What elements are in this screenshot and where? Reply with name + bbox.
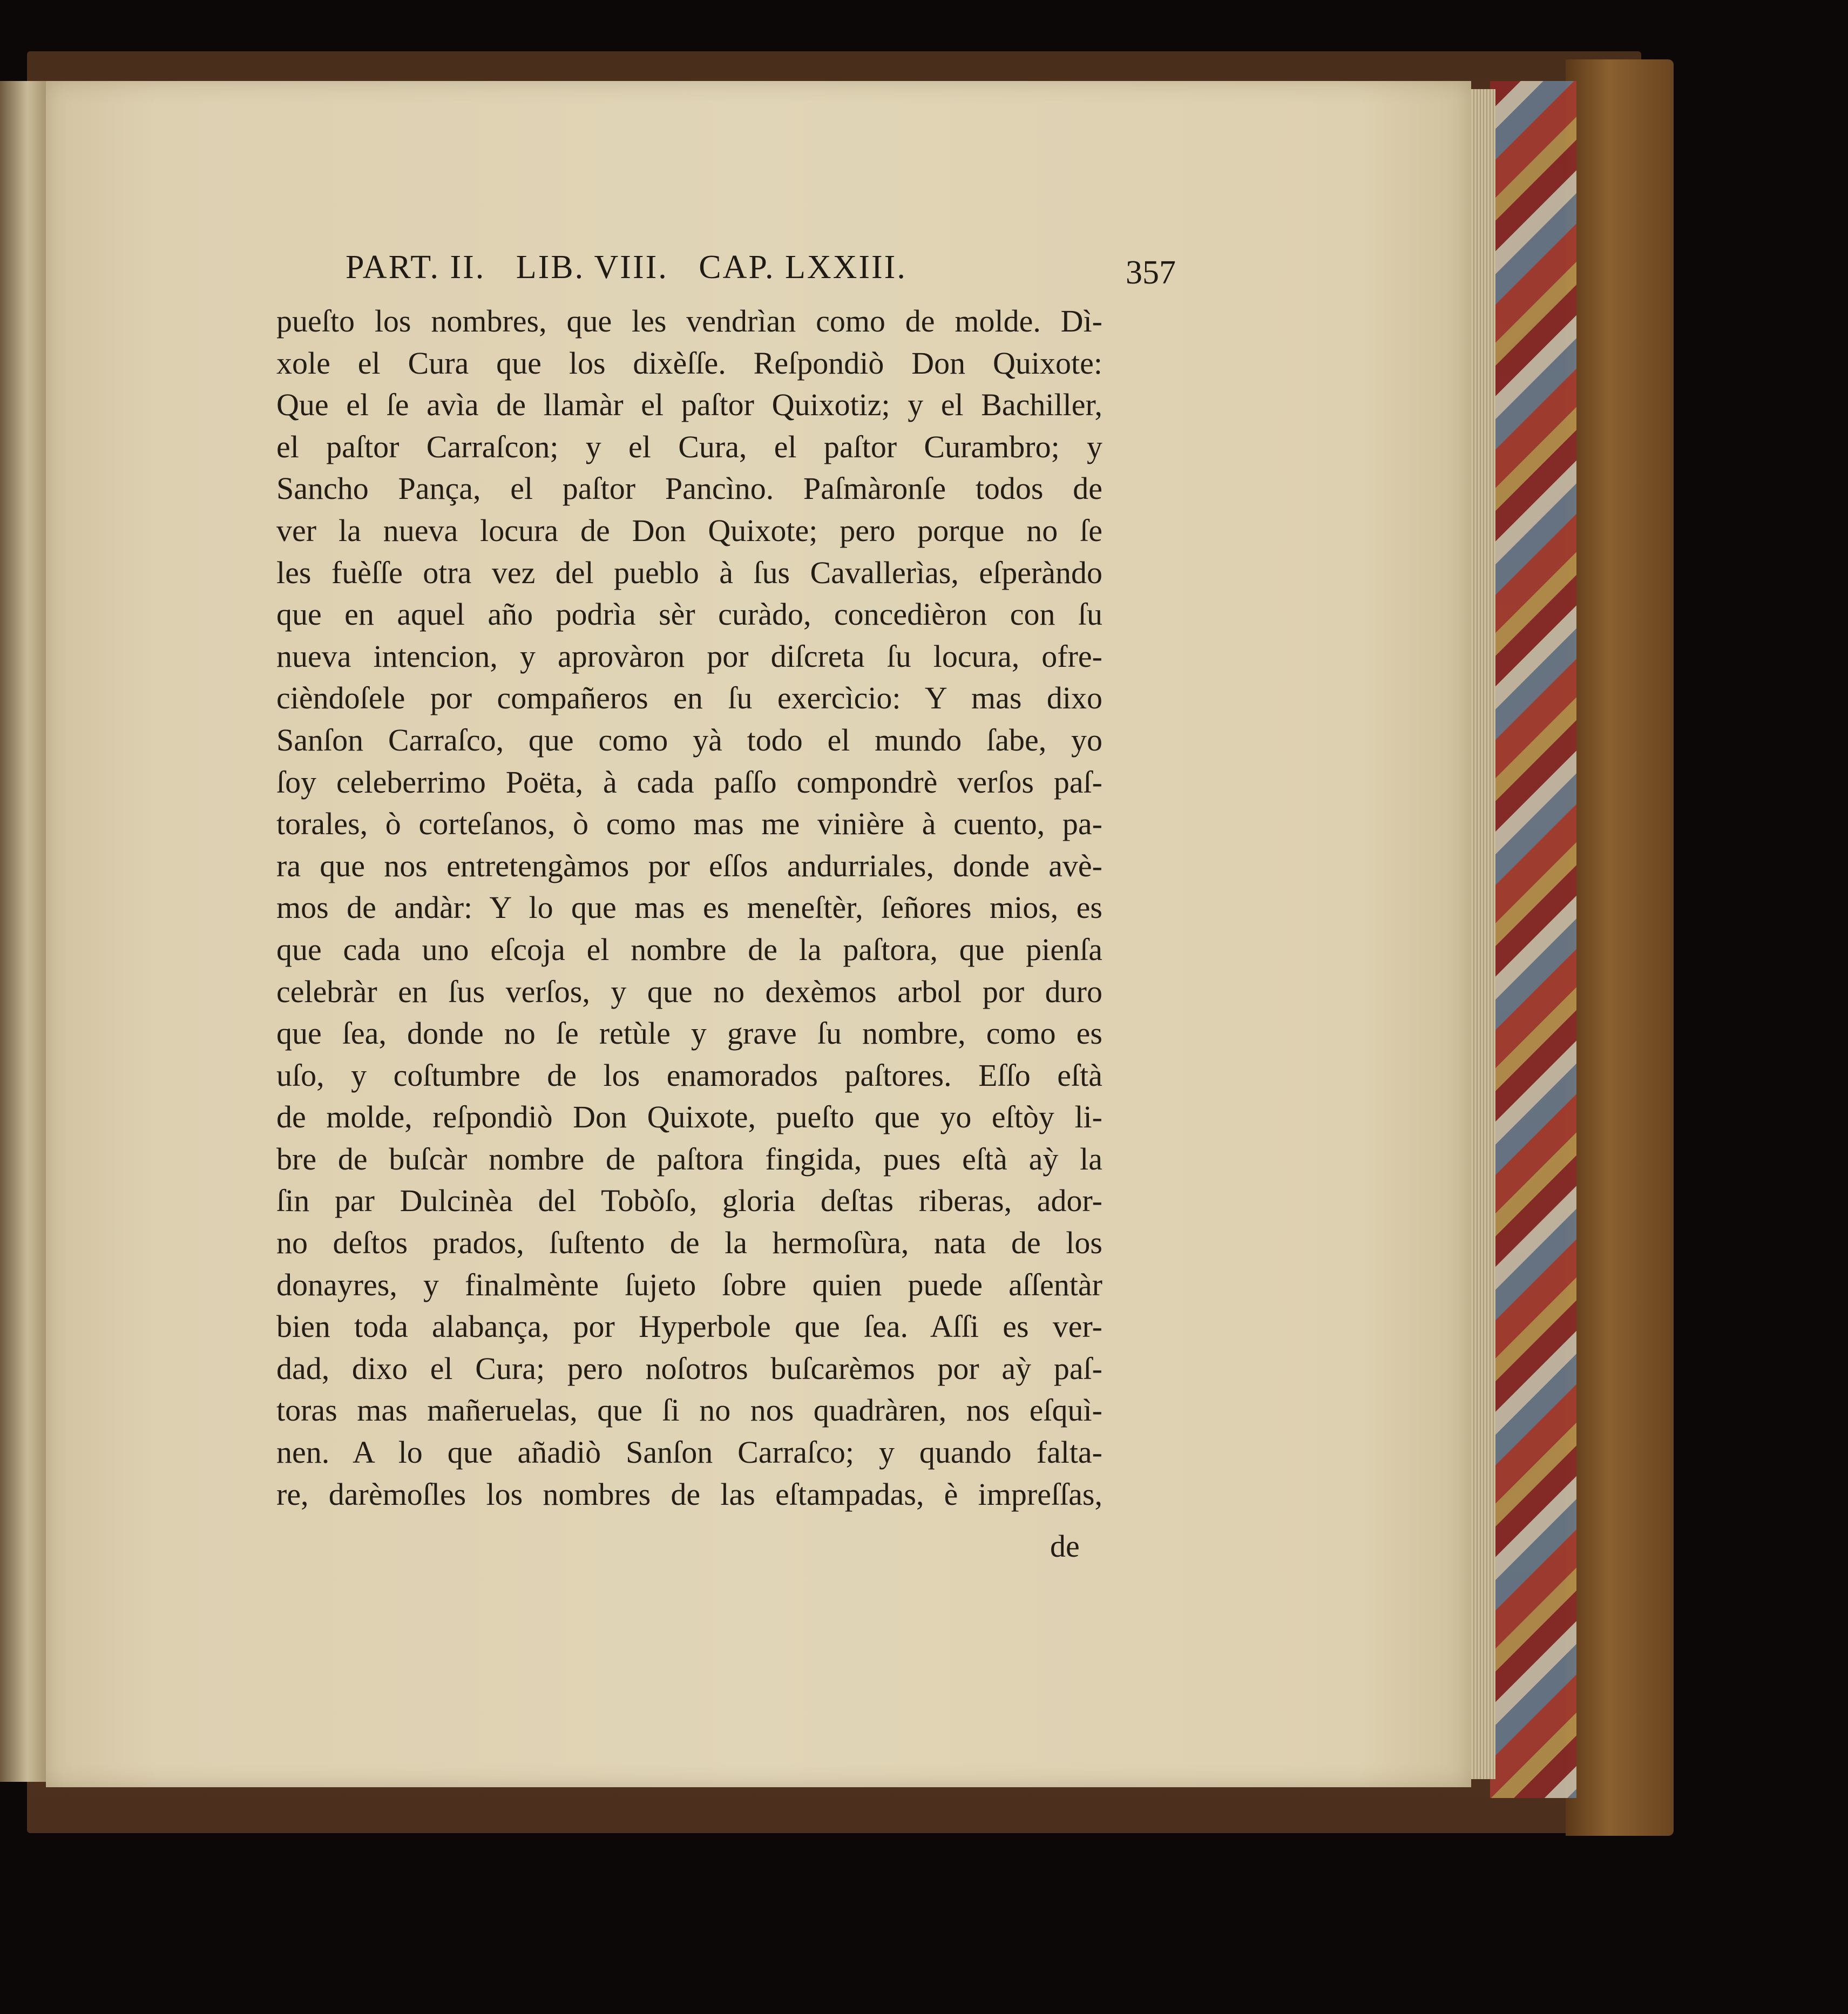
text-line: Sancho Pança, el paſtor Pancìno. Paſmàronſe todos de (276, 471, 1102, 506)
text-line: cièndoſele por compañeros en ſu exercìcio: Y mas dixo (276, 680, 1102, 716)
text-line: de molde, reſpondiò Don Quixote, pueſto que yo eſtòy li- (276, 1099, 1102, 1135)
text-line: xole el Cura que los dixèſſe. Reſpondiò Don Quixote: (276, 345, 1102, 381)
text-line: nen. A lo que añadiò Sanſon Carraſco; y quando falta- (276, 1435, 1102, 1470)
text-line: dad, dixo el Cura; pero noſotros buſcarèmos por aỳ paſ- (276, 1350, 1102, 1386)
text-line: que en aquel año podrìa sèr curàdo, concedièron con ſu (276, 597, 1102, 632)
body-text (276, 300, 1102, 1515)
text-line: celebràr en ſus verſos, y que no dexèmos arbol por duro (276, 974, 1102, 1009)
text-line: bien toda alabança, por Hyperbole que ſea. Aſſi es ver- (276, 1309, 1102, 1344)
text-line: que cada uno eſcoja el nombre de la paſtora, que pienſa (276, 931, 1102, 967)
text-line: les fuèſſe otra vez del pueblo à ſus Cavallerìas, eſperàndo (276, 555, 1102, 590)
text-line: nueva intencion, y aprovàron por diſcreta ſu locura, ofre- (276, 638, 1102, 674)
text-line: no deſtos prados, ſuſtento de la hermoſùra, nata de los (276, 1225, 1102, 1261)
text-line: ſin par Dulcinèa del Tobòſo, gloria deſtas riberas, ador- (276, 1183, 1102, 1219)
text-line: pueſto los nombres, que les vendrìan como de molde. Dì- (276, 303, 1102, 339)
text-line: uſo, y coſtumbre de los enamorados paſtores. Eſſo eſtà (276, 1057, 1102, 1093)
marbled-endpaper (1490, 81, 1576, 1798)
facing-page-edge (0, 81, 46, 1782)
text-line: donayres, y finalmènte ſujeto ſobre quien puede aſſentàr (276, 1267, 1102, 1302)
text-line: ver la nueva locura de Don Quixote; pero porque no ſe (276, 512, 1102, 548)
text-line: Sanſon Carraſco, que como yà todo el mundo ſabe, yo (276, 722, 1102, 758)
running-header (346, 248, 1101, 308)
header-part: PART. II. (346, 249, 486, 286)
header-lib: LIB. VIII. (516, 249, 668, 286)
text-line: re, darèmoſles los nombres de las eſtampadas, è impreſſas, (276, 1476, 1102, 1512)
header-cap: CAP. LXXIII. (699, 249, 907, 286)
text-line: Que el ſe avìa de llamàr el paſtor Quixotiz; y el Bachiller, (276, 387, 1102, 423)
page-number: 357 (1126, 254, 1176, 291)
text-line: ra que nos entretengàmos por eſſos andurriales, donde avè- (276, 848, 1102, 883)
text-line: el paſtor Carraſcon; y el Cura, el paſtor Curambro; y (276, 429, 1102, 464)
text-line: torales, ò corteſanos, ò como mas me vinière à cuento, pa- (276, 806, 1102, 842)
text-line: ſoy celeberrimo Poëta, à cada paſſo compondrè verſos paſ- (276, 764, 1102, 800)
catchword: de (1050, 1529, 1080, 1564)
leather-cover-edge (1566, 59, 1674, 1836)
text-line: toras mas mañeruelas, que ſi no nos quadràren, nos eſquì- (276, 1393, 1102, 1428)
text-line: mos de andàr: Y lo que mas es meneſtèr, ſeñores mios, es (276, 890, 1102, 925)
page-block-edges (1471, 89, 1495, 1779)
text-line: que ſea, donde no ſe retùle y grave ſu nombre, como es (276, 1016, 1102, 1051)
text-line: bre de buſcàr nombre de paſtora fingida, pues eſtà aỳ la (276, 1141, 1102, 1177)
